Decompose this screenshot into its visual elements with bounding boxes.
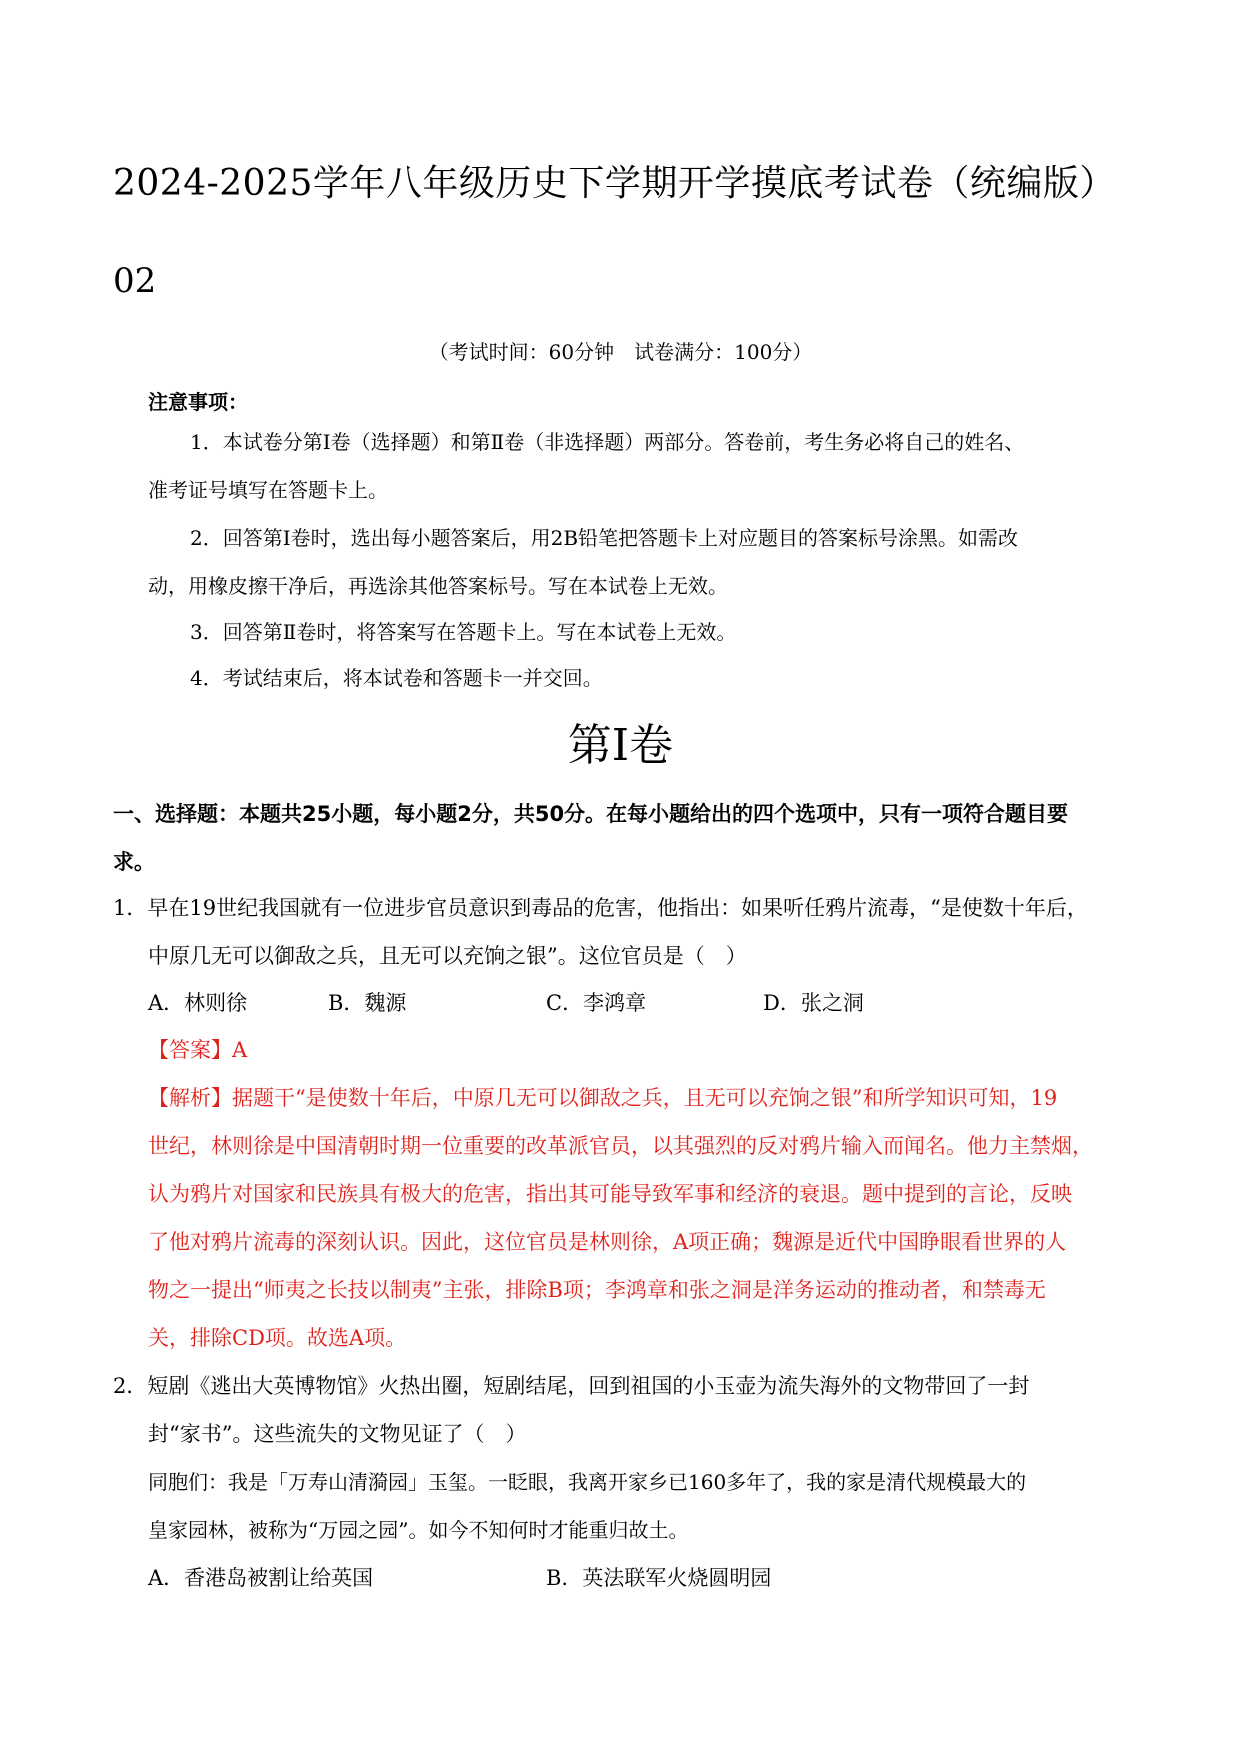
notice-item: 准考证号填写在答题卡上。 (148, 478, 388, 502)
exam-title: 2024-2025学年八年级历史下学期开学摸底考试卷（统编版） (113, 163, 1116, 204)
exam-info: （考试时间：60分钟 试卷满分：100分） (428, 340, 813, 364)
question-1-option-a: A．林则徐 (148, 991, 248, 1015)
question-2-stem-cont: 封“家书”。这些流失的文物见证了（ ） (148, 1422, 527, 1446)
question-2-material: 同胞们：我是「万寿山清漪园」玉玺。一眨眼，我离开家乡已160多年了，我的家是清代规模最大的 (148, 1470, 1027, 1494)
notice-title: 注意事项： (148, 390, 248, 414)
question-1-analysis: 【解析】据题干“是使数十年后，中原几无可以御敌之兵，且无可以充饷之银”和所学知识可知，19 (148, 1086, 1058, 1110)
question-1-stem-cont: 中原几无可以御敌之兵，且无可以充饷之银”。这位官员是（ ） (148, 944, 747, 968)
section-heading: 一、选择题：本题共25小题，每小题2分，共50分。在每小题给出的四个选项中，只有一项符合题目要 (113, 802, 1069, 826)
question-2-material: 皇家园林，被称为“万园之园”。如今不知何时才能重归故土。 (148, 1518, 689, 1542)
section-heading-cont: 求。 (113, 850, 155, 874)
question-2-stem: 2．短剧《逃出大英博物馆》火热出圈，短剧结尾，回到祖国的小玉壶为流失海外的文物带回了一封 (113, 1374, 1030, 1398)
question-1-option-c: C．李鸿章 (546, 991, 647, 1015)
notice-item: 3．回答第Ⅱ卷时，将答案写在答题卡上。写在本试卷上无效。 (190, 620, 737, 644)
question-1-analysis: 关，排除CD项。故选A项。 (148, 1326, 407, 1350)
notice-item: 1．本试卷分第Ⅰ卷（选择题）和第Ⅱ卷（非选择题）两部分。答卷前，考生务必将自己的姓名、 (190, 430, 1025, 454)
question-1-analysis: 认为鸦片对国家和民族具有极大的危害，指出其可能导致军事和经济的衰退。题中提到的言论，反映 (148, 1182, 1072, 1206)
question-1-answer: 【答案】A (148, 1038, 248, 1062)
question-1-option-b: B．魏源 (328, 991, 407, 1015)
notice-item: 2．回答第Ⅰ卷时，选出每小题答案后，用2B铅笔把答题卡上对应题目的答案标号涂黑。如需改 (190, 526, 1019, 550)
question-2-option-a: A．香港岛被割让给英国 (148, 1566, 374, 1590)
question-2-option-b: B．英法联军火烧圆明园 (546, 1566, 772, 1590)
question-1-analysis: 了他对鸦片流毒的深刻认识。因此，这位官员是林则徐，A项正确；魏源是近代中国睁眼看世界的人 (148, 1230, 1067, 1254)
notice-item: 4．考试结束后，将本试卷和答题卡一并交回。 (190, 666, 603, 690)
exam-title-number: 02 (113, 261, 157, 301)
question-1-analysis: 世纪，林则徐是中国清朝时期一位重要的改革派官员，以其强烈的反对鸦片输入而闻名。他力主禁烟， (148, 1134, 1093, 1158)
question-1-option-d: D．张之洞 (763, 991, 864, 1015)
notice-item: 动，用橡皮擦干净后，再选涂其他答案标号。写在本试卷上无效。 (148, 574, 728, 598)
question-1-stem: 1．早在19世纪我国就有一位进步官员意识到毒品的危害，他指出：如果听任鸦片流毒，“是使数十年后， (113, 896, 1088, 920)
section-title: 第Ⅰ卷 (567, 720, 674, 771)
question-1-analysis: 物之一提出“师夷之长技以制夷”主张，排除B项；李鸿章和张之洞是洋务运动的推动者，和禁毒无 (148, 1278, 1046, 1302)
